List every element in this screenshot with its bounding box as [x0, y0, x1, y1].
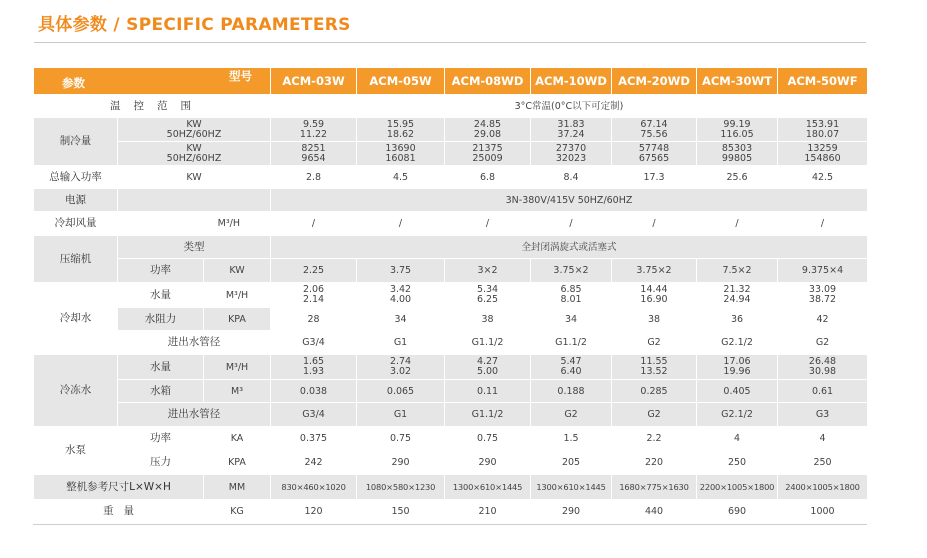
table-cell — [271, 142, 357, 166]
row-label-cooling-water: 冷却水 — [34, 283, 118, 355]
model-header: ACM-08WD — [445, 68, 531, 95]
compressor-type-value: 全封闭涡旋式或活塞式 — [271, 236, 868, 259]
table-cell: G1 — [357, 403, 445, 427]
table-row — [34, 355, 868, 380]
table-cell — [531, 283, 612, 308]
unit-text: M³ — [204, 380, 271, 403]
table-cell: 2200×1005×1800 — [697, 475, 778, 500]
table-cell: 4 — [697, 427, 778, 451]
table-cell: 220 — [612, 451, 697, 475]
cell-value: 26.48 — [808, 356, 837, 367]
unit-text: 50HZ/60HZ — [166, 152, 222, 164]
table-bottom-border — [33, 524, 867, 525]
table-cell — [778, 355, 868, 380]
unit-text: M³/H — [204, 283, 271, 308]
model-header: ACM-30WT — [697, 68, 778, 95]
table-cell — [271, 283, 357, 308]
table-cell: 25.6 — [697, 166, 778, 189]
table-cell — [271, 355, 357, 380]
table-cell: 150 — [357, 500, 445, 524]
cell-value: 2.06 — [302, 284, 325, 295]
table-cell: G2 — [531, 403, 612, 427]
table-cell: 9.375×4 — [778, 259, 868, 283]
cell-value: 8.01 — [560, 294, 582, 305]
table-cell: 1300×610×1445 — [531, 475, 612, 500]
table-cell — [357, 142, 445, 166]
cell-value: 5.34 — [476, 284, 499, 295]
table-cell: 0.75 — [357, 427, 445, 451]
spec-table-container — [33, 67, 867, 525]
row-label-weight: 重量 — [34, 500, 204, 524]
cell-value: 11.22 — [299, 128, 328, 140]
table-cell — [357, 283, 445, 308]
pump-pressure-label: 压力 — [118, 451, 204, 475]
unit-text: 50HZ/60HZ — [166, 128, 222, 140]
table-row — [34, 236, 868, 259]
table-cell: 0.375 — [271, 427, 357, 451]
cell-value: 13259 — [807, 142, 838, 154]
table-cell: 0.61 — [778, 380, 868, 403]
table-cell: 4 — [778, 427, 868, 451]
table-cell: 0.188 — [531, 380, 612, 403]
table-cell — [778, 118, 868, 142]
table-cell: G3/4 — [271, 403, 357, 427]
table-row — [34, 95, 868, 118]
cell-value: 5.47 — [560, 356, 582, 367]
cell-value: 29.08 — [473, 128, 502, 140]
cell-value: 67.14 — [640, 118, 668, 130]
cell-value: 116.05 — [720, 128, 754, 140]
table-cell: 2.2 — [612, 427, 697, 451]
cell-value: 37.24 — [557, 128, 585, 140]
temp-range-value: 3°C常温(0°C以下可定制) — [271, 95, 868, 118]
table-cell: 3.75 — [357, 259, 445, 283]
cooling-water-pipe-label: 进出水管径 — [118, 331, 271, 355]
cell-value: 17.06 — [723, 356, 751, 367]
cell-value: 24.94 — [723, 294, 751, 305]
table-cell — [445, 355, 531, 380]
table-cell — [612, 118, 697, 142]
table-cell: 7.5×2 — [697, 259, 778, 283]
table-cell: 4.5 — [357, 166, 445, 189]
table-cell: G3 — [778, 403, 868, 427]
table-cell: 2400×1005×1800 — [778, 475, 868, 500]
model-header: ACM-10WD — [531, 68, 612, 95]
table-cell: 690 — [697, 500, 778, 524]
model-header-label: 型号 — [229, 69, 253, 83]
unit-text: KW — [118, 166, 271, 189]
cell-value: 85303 — [721, 142, 753, 154]
pump-power-label: 功率 — [118, 427, 204, 451]
cell-value: 21375 — [472, 142, 503, 154]
cell-value: 8251 — [301, 142, 326, 154]
cell-value: 15.95 — [386, 118, 415, 130]
table-cell: 3×2 — [445, 259, 531, 283]
table-cell: G3/4 — [271, 331, 357, 355]
table-cell — [445, 283, 531, 308]
row-label-pump: 水泵 — [34, 427, 118, 475]
table-cell: 3.75×2 — [531, 259, 612, 283]
table-cell: 290 — [531, 500, 612, 524]
chilled-water-flow-label: 水量 — [118, 355, 204, 380]
compressor-type-label: 类型 — [118, 236, 271, 259]
row-label-total-power: 总输入功率 — [34, 166, 118, 189]
model-header: ACM-05W — [357, 68, 445, 95]
table-row — [34, 403, 868, 427]
cell-value: 153.91 — [805, 118, 840, 130]
cell-value: 3.02 — [389, 366, 412, 377]
table-cell: G2.1/2 — [697, 403, 778, 427]
unit-text: KPA — [204, 308, 271, 331]
table-row — [34, 166, 868, 189]
cell-value: 6.85 — [560, 284, 582, 295]
table-cell: 1080×580×1230 — [357, 475, 445, 500]
table-cell: 0.285 — [612, 380, 697, 403]
cell-value: 11.55 — [640, 356, 668, 367]
table-cell: 1300×610×1445 — [445, 475, 531, 500]
table-cell: 210 — [445, 500, 531, 524]
model-header: ACM-20WD — [612, 68, 697, 95]
table-cell: 2.25 — [271, 259, 357, 283]
table-cell — [531, 142, 612, 166]
table-cell: 205 — [531, 451, 612, 475]
table-row — [34, 451, 868, 475]
cell-value: 4.27 — [476, 356, 499, 367]
table-cell: G2 — [612, 403, 697, 427]
row-label-dimensions: 整机参考尺寸L×W×H — [34, 475, 204, 500]
cell-value: 6.25 — [476, 294, 499, 305]
table-cell: 250 — [697, 451, 778, 475]
unit-text: KW — [186, 118, 202, 130]
table-cell: / — [357, 212, 445, 236]
table-row — [34, 500, 868, 524]
unit-text: KA — [204, 427, 271, 451]
compressor-power-label: 功率 — [118, 259, 204, 283]
cooling-water-resist-label: 水阻力 — [118, 308, 204, 331]
cell-value: 2.14 — [302, 294, 325, 305]
table-cell: 8.4 — [531, 166, 612, 189]
table-cell: / — [612, 212, 697, 236]
unit-text: M³/H — [118, 212, 271, 236]
table-cell: G2 — [778, 331, 868, 355]
table-cell — [697, 283, 778, 308]
cell-value: 31.83 — [557, 118, 585, 130]
cell-value: 154860 — [804, 152, 841, 164]
cell-value: 9654 — [301, 152, 326, 164]
table-cell: G2.1/2 — [697, 331, 778, 355]
table-cell — [118, 189, 271, 212]
table-cell — [697, 355, 778, 380]
table-row — [34, 212, 868, 236]
table-row — [34, 283, 868, 308]
table-cell: 38 — [445, 308, 531, 331]
row-label-chilled-water: 冷冻水 — [34, 355, 118, 427]
cell-value: 3.42 — [389, 284, 412, 295]
cell-value: 30.98 — [808, 366, 837, 377]
table-cell: 34 — [531, 308, 612, 331]
cell-value: 99805 — [721, 152, 753, 164]
table-row — [34, 427, 868, 451]
cell-value: 25009 — [472, 152, 503, 164]
table-cell — [612, 283, 697, 308]
table-cell: 1.5 — [531, 427, 612, 451]
cell-value: 75.56 — [640, 128, 668, 140]
cooling-water-flow-label: 水量 — [118, 283, 204, 308]
table-cell — [778, 283, 868, 308]
table-cell: 42.5 — [778, 166, 868, 189]
cell-value: 32023 — [555, 152, 587, 164]
model-header: ACM-50WF — [778, 68, 868, 95]
cell-value: 5.00 — [476, 366, 499, 377]
table-cell: 0.75 — [445, 427, 531, 451]
table-cell: 28 — [271, 308, 357, 331]
table-row — [34, 475, 868, 500]
table-cell: 0.405 — [697, 380, 778, 403]
table-row — [34, 331, 868, 355]
cell-value: 21.32 — [723, 284, 751, 295]
cell-value: 38.72 — [808, 294, 837, 305]
page-title: 具体参数 / SPECIFIC PARAMETERS — [38, 15, 351, 35]
table-cell: G2 — [612, 331, 697, 355]
cell-value: 19.96 — [723, 366, 751, 377]
table-header-row — [34, 68, 868, 95]
unit-text: M³/H — [204, 355, 271, 380]
cell-value: 16.90 — [640, 294, 668, 305]
table-cell: 120 — [271, 500, 357, 524]
row-label-power-source: 电源 — [34, 189, 118, 212]
cell-value: 13690 — [385, 142, 416, 154]
table-cell: G1 — [357, 331, 445, 355]
cell-value: 1.65 — [302, 356, 325, 367]
table-cell: 290 — [445, 451, 531, 475]
unit-text: KW — [186, 142, 202, 154]
unit-text: KPA — [204, 451, 271, 475]
unit-text: KG — [204, 500, 271, 524]
cell-value: 6.40 — [560, 366, 582, 377]
table-cell — [531, 355, 612, 380]
row-label-compressor: 压缩机 — [34, 236, 118, 283]
table-cell: 36 — [697, 308, 778, 331]
table-cell: G1.1/2 — [445, 403, 531, 427]
table-cell: 0.038 — [271, 380, 357, 403]
cell-value: 2.74 — [389, 356, 412, 367]
cell-value: 27370 — [555, 142, 587, 154]
power-source-value: 3N-380V/415V 50HZ/60HZ — [271, 189, 868, 212]
table-cell: G1.1/2 — [531, 331, 612, 355]
table-cell: G1.1/2 — [445, 331, 531, 355]
table-row — [34, 189, 868, 212]
cell-value: 18.62 — [386, 128, 415, 140]
table-cell: / — [778, 212, 868, 236]
row-label-air-volume: 冷却风量 — [34, 212, 118, 236]
table-cell: / — [271, 212, 357, 236]
cell-value: 67565 — [638, 152, 670, 164]
cell-value: 9.59 — [302, 118, 325, 130]
table-cell: 0.065 — [357, 380, 445, 403]
chilled-water-tank-label: 水箱 — [118, 380, 204, 403]
param-header-label: 参数 — [62, 76, 85, 90]
table-cell: 38 — [612, 308, 697, 331]
table-cell: 42 — [778, 308, 868, 331]
chilled-water-pipe-label: 进出水管径 — [118, 403, 271, 427]
cell-value: 16081 — [385, 152, 416, 164]
table-row — [34, 142, 868, 166]
spec-table — [33, 67, 868, 524]
table-cell: 0.11 — [445, 380, 531, 403]
table-cell: 34 — [357, 308, 445, 331]
table-cell: 250 — [778, 451, 868, 475]
model-header: ACM-03W — [271, 68, 357, 95]
table-row — [34, 118, 868, 142]
table-row — [34, 259, 868, 283]
header-corner-cell — [34, 68, 271, 95]
row-label-temp-range: 温控范围 — [34, 95, 271, 118]
table-cell — [612, 355, 697, 380]
title-divider — [34, 42, 866, 43]
table-cell — [445, 142, 531, 166]
cell-value: 180.07 — [805, 128, 840, 140]
table-row — [34, 308, 868, 331]
cell-value: 4.00 — [389, 294, 412, 305]
table-cell — [357, 355, 445, 380]
table-cell: 1000 — [778, 500, 868, 524]
row-label-cooling: 制冷量 — [34, 118, 118, 166]
cell-value: 57748 — [638, 142, 670, 154]
table-cell — [445, 118, 531, 142]
table-cell — [271, 118, 357, 142]
table-cell: 2.8 — [271, 166, 357, 189]
cell-value: 13.52 — [640, 366, 668, 377]
table-cell — [697, 118, 778, 142]
table-cell: 290 — [357, 451, 445, 475]
table-cell — [778, 142, 868, 166]
table-cell — [612, 142, 697, 166]
cell-value: 99.19 — [723, 118, 751, 130]
table-row — [34, 380, 868, 403]
unit-text: KW — [204, 259, 271, 283]
table-cell: / — [531, 212, 612, 236]
table-cell: 440 — [612, 500, 697, 524]
cell-value: 33.09 — [808, 284, 837, 295]
table-cell — [697, 142, 778, 166]
table-cell: 17.3 — [612, 166, 697, 189]
unit-text: MM — [204, 475, 271, 500]
cell-value: 14.44 — [640, 284, 668, 295]
table-cell — [357, 118, 445, 142]
table-cell: 6.8 — [445, 166, 531, 189]
table-cell: 830×460×1020 — [271, 475, 357, 500]
table-cell: 1680×775×1630 — [612, 475, 697, 500]
cooling-unit-1 — [118, 118, 271, 142]
table-cell: 3.75×2 — [612, 259, 697, 283]
table-cell: / — [697, 212, 778, 236]
table-cell — [531, 118, 612, 142]
table-cell: 242 — [271, 451, 357, 475]
table-cell: / — [445, 212, 531, 236]
cooling-unit-2 — [118, 142, 271, 166]
cell-value: 1.93 — [302, 366, 325, 377]
cell-value: 24.85 — [473, 118, 502, 130]
